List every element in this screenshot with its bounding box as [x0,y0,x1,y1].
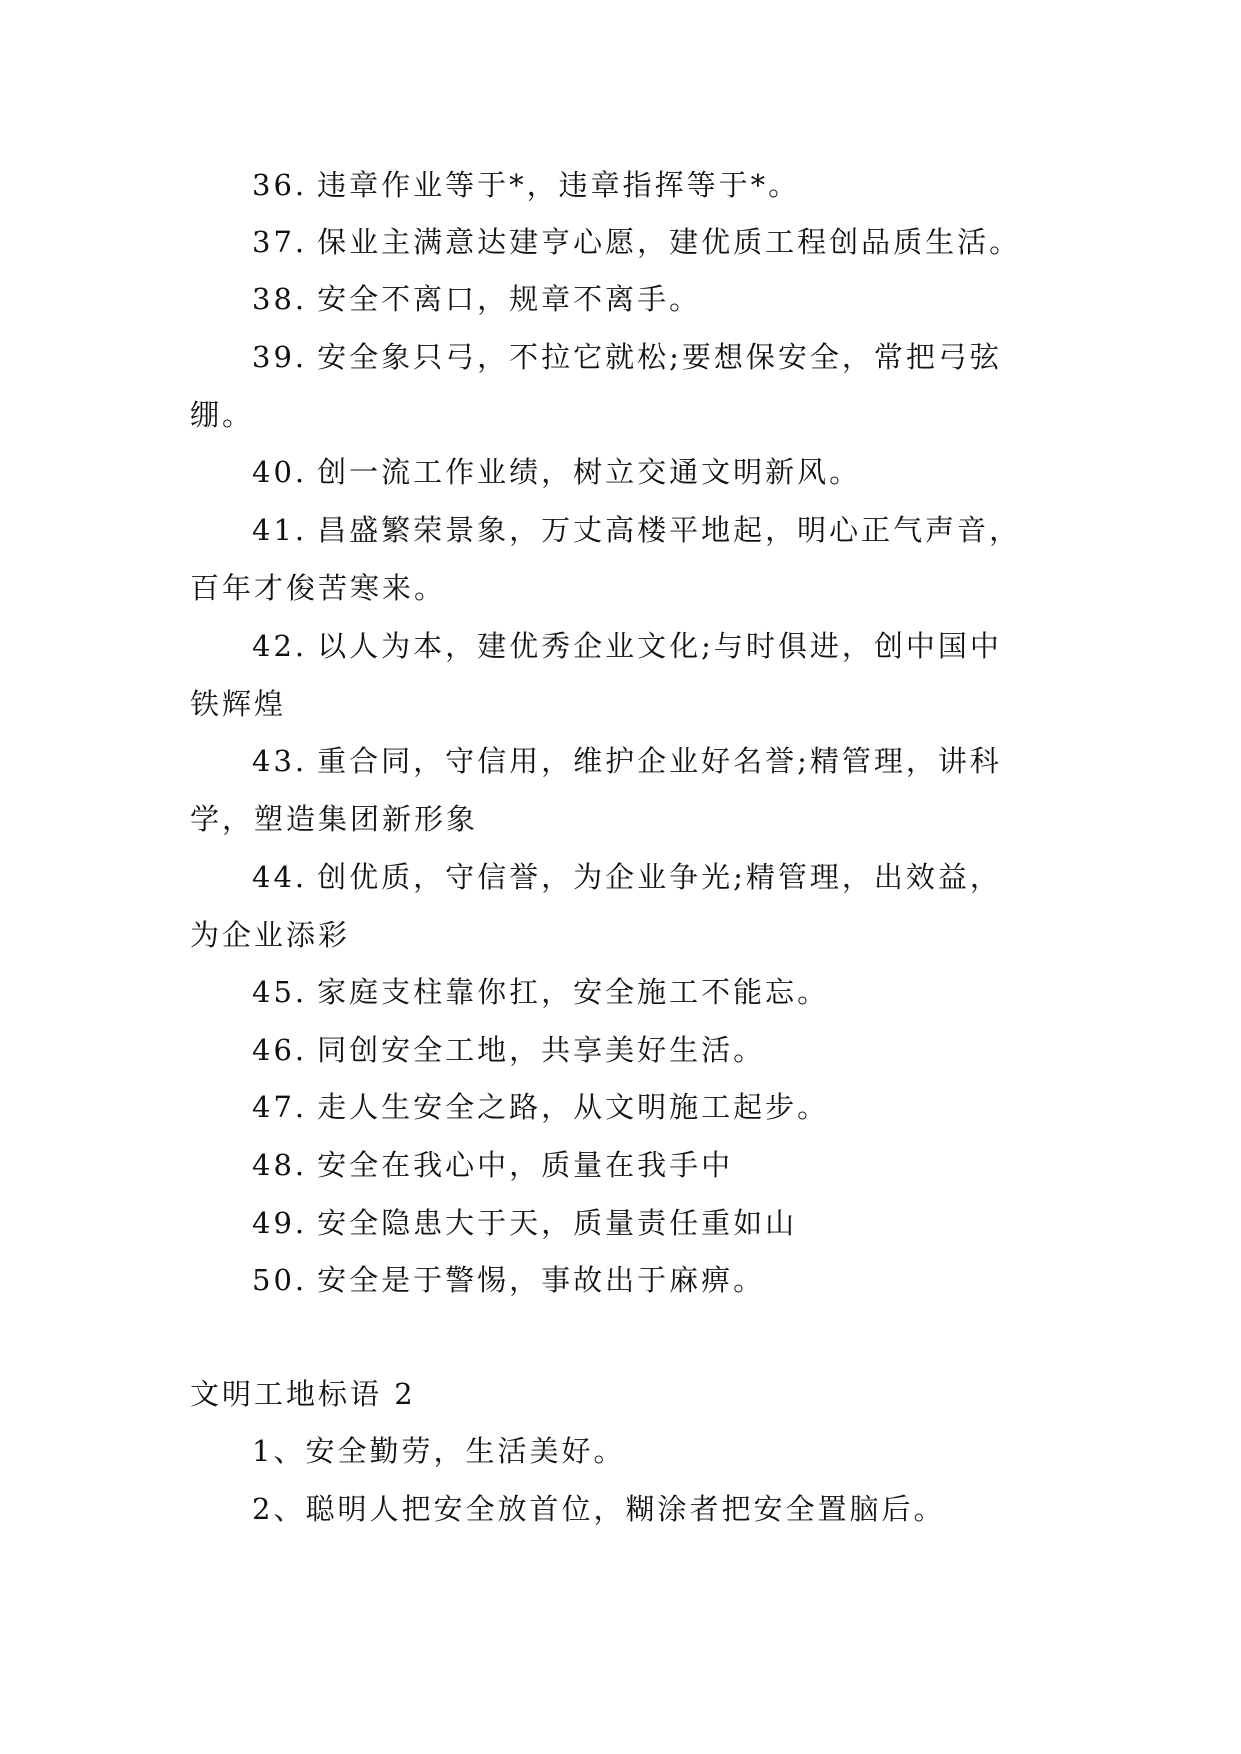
item-number: 41. [252,513,308,547]
item-text: 走人生安全之路，从文明施工起步。 [317,1090,830,1124]
item-text: 保业主满意达建亨心愿，建优质工程创品质生活。 [317,225,1022,259]
item-number: 40. [252,455,308,489]
item-text: 创优质，守信誉，为企业争光;精管理，出效益， [317,860,1002,894]
item-text: 安全不离口，规章不离手。 [317,282,702,316]
item-number: 36. [252,168,308,202]
item-number: 1、 [252,1434,306,1468]
list-item [252,279,1152,319]
list-item [252,337,1152,377]
list-item-continuation: 铁辉煌 [190,687,287,721]
list-item [252,1030,1152,1070]
item-text: 创一流工作业绩，树立交通文明新风。 [317,455,862,489]
item-text: 安全象只弓，不拉它就松;要想保安全，常把弓弦 [317,340,1002,374]
list-item-continuation: 学，塑造集团新形象 [190,802,479,836]
item-number: 38. [252,282,308,316]
item-number: 47. [252,1090,308,1124]
item-number: 50. [252,1263,308,1297]
item-text: 安全隐患大于天，质量责任重如山 [317,1206,798,1240]
list-item [252,222,1152,262]
list-item [252,452,1152,492]
item-number: 48. [252,1148,308,1182]
list-item-continuation: 绷。 [190,398,255,432]
item-text: 同创安全工地，共享美好生活。 [317,1033,766,1067]
list-item [252,165,1152,205]
item-number: 2、 [252,1492,306,1526]
list-item [252,857,1152,897]
item-text: 安全在我心中，质量在我手中 [317,1148,734,1182]
list-item [252,1489,1152,1529]
item-number: 44. [252,860,308,894]
item-text: 聪明人把安全放首位，糊涂者把安全置脑后。 [305,1492,946,1526]
list-item-continuation: 百年才俊苦寒来。 [190,571,447,605]
list-item [252,1260,1152,1300]
item-number: 46. [252,1033,308,1067]
list-item-continuation: 为企业添彩 [190,918,351,952]
item-number: 49. [252,1206,308,1240]
item-text: 安全是于警惕，事故出于麻痹。 [317,1263,766,1297]
item-text: 安全勤劳，生活美好。 [305,1434,626,1468]
item-number: 42. [252,629,308,663]
item-text: 以人为本，建优秀企业文化;与时俱进，创中国中 [317,629,1002,663]
list-item [252,1087,1152,1127]
section-title: 文明工地标语 2 [190,1377,416,1411]
item-text: 家庭支柱靠你扛，安全施工不能忘。 [317,975,830,1009]
item-number: 39. [252,340,308,374]
list-item [252,1145,1152,1185]
item-text: 违章作业等于*，违章指挥等于*。 [317,168,801,202]
list-item [252,1431,1152,1471]
item-text: 昌盛繁荣景象，万丈高楼平地起，明心正气声音， [317,513,1022,547]
item-number: 45. [252,975,308,1009]
list-item [252,741,1152,781]
item-text: 重合同，守信用，维护企业好名誉;精管理，讲科 [317,744,1002,778]
list-item [252,1203,1152,1243]
item-number: 43. [252,744,308,778]
list-item [252,626,1152,666]
item-number: 37. [252,225,308,259]
list-item [252,510,1152,550]
list-item [252,972,1152,1012]
